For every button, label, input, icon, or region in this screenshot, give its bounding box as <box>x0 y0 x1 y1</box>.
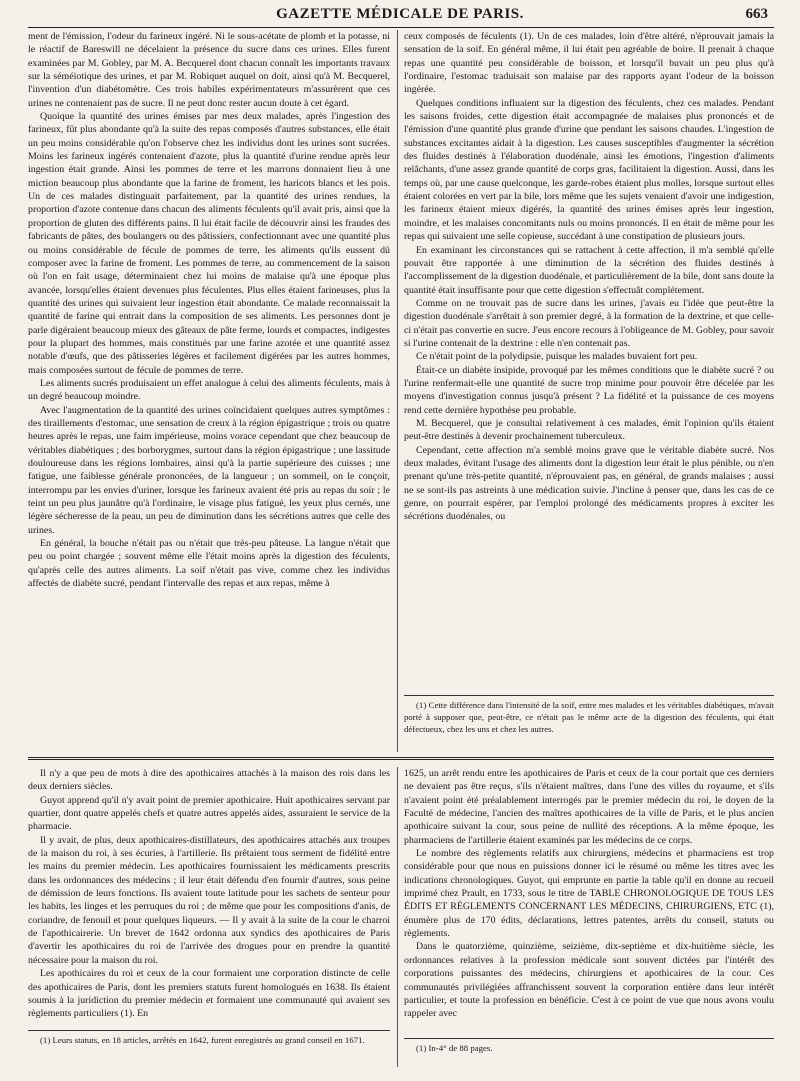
article-paragraph: Était-ce un diabète insipide, provoqué par les mêmes conditions que le diabète sucré ? ou l'urine renfermait-elle une quantité de sucre trop minime pour pouvoir être décelée par les moyens d'investigation connus jusqu'à présent ? La fidélité et la puissance de ces moyens rend cette dernière hypothèse peu probable. <box>404 364 774 416</box>
article-paragraph: Cependant, cette affection m'a semblé moins grave que le véritable diabète sucré. Nos deux malades, évitant l'usage des aliments dont la digestion leur était le plus pénible, ou n'en prenant qu'une très-petite quantité, n'éprouvaient pas, en général, de grands malaises ; aussi ne se sont-ils pas astreints à une médication suivie. J'incline à penser que, dans les cas de ce genre, on pourrait espérer, par l'emploi prolongé des médicaments propres à exciter les sécrétions duodénales, ou <box>404 444 774 523</box>
footnote-rule <box>404 1038 774 1039</box>
footnote-text: (1) In-4° de 88 pages. <box>416 1043 493 1053</box>
feuilleton-paragraph: 1625, un arrêt rendu entre les apothicaires de Paris et ceux de la cour portait que ces derniers ne devaient pas être reçus, s'ils n'étaient maîtres, dans l'une des villes du royaume, et s'ils n'avaient point été préalablement interrogés par le premier médecin du roi, le doyen de la Faculté de médecine, l'ancien des maîtres apothicaires de la ville de Paris, et le plus ancien apothicaire suivant la cour, sous peine de nullité des réceptions. A la même époque, les pharmaciens de l'artillerie étaient examinés par les médecins de ce corps. <box>404 768 774 846</box>
page-header <box>0 4 800 26</box>
feuilleton-paragraph: Il y avait, de plus, deux apothicaires-distillateurs, des apothicaires attachés aux troupes de la maison du roi, à ses écuries, à l'artillerie. Ils prêtaient tous serment de fidélité entre les mains du premier médecin. Les apothicaires fournissaient les médicaments prescrits dans les ordonnances des médecins ; il leur était défendu d'en fournir d'autres, sous peine de démission de leurs fonctions. Ils avaient toute latitude pour les sachets de senteur pour les habits, les linges et les perruques du roi ; de même que pour les compositions d'anis, de coriandre, de fenouil et pour quelques liqueurs. — Il y avait à la suite de la cour le charroi de l'apothicairerie. Un brevet de 1642 ordonna aux syndics des apothicaires de Paris d'avertir les apothicaires du roi de l'arrivée des drogues pour en prendre la quantité nécessaire pour la maison du roi. <box>28 834 390 966</box>
column-separator <box>397 30 398 752</box>
feuilleton-right-footnote <box>404 1042 774 1054</box>
article-paragraph: Les aliments sucrés produisaient un effet analogue à celui des aliments féculents, mais à un degré beaucoup moindre. <box>28 377 390 403</box>
article-right-column <box>404 30 774 524</box>
running-title: GAZETTE MÉDICALE DE PARIS. <box>276 6 524 22</box>
feuilleton-right-column <box>404 767 774 1021</box>
feuilleton-left-column <box>28 767 390 1021</box>
article-paragraph: ment de l'émission, l'odeur du farineux ingéré. Ni le sous-acétate de plomb et la potasse, ni le réactif de Bareswill ne décelaient la présence du sucre dans ces urines. Elles furent examinées par M. Gobley, par M. A. Becquerel dont chacun connaît les importants travaux sur la séméiotique des urines, et par M. Robiquet auquel on doit, ainsi qu'à M. Becquerel, l'invention d'un diabétomètre. Ces trois habiles expérimentateurs m'assurèrent que ces urines ne contenaient pas de sucre. Il ne peut donc rester aucun doute à cet égard. <box>28 31 390 109</box>
column-separator <box>397 767 398 1067</box>
article-paragraph: En général, la bouche n'était pas ou n'était que très-peu pâteuse. La langue n'était que peu ou point chargée ; souvent même elle l'était moins après la digestion des féculents, qu'après celle des autres aliments. La soif n'était pas vive, comme chez les individus affectés de diabète sucré, pendant l'intervalle des repas et aux repas, même à <box>28 538 390 590</box>
feuilleton-paragraph: Guyot apprend qu'il n'y avait point de premier apothicaire. Huit apothicaires servant par quartier, dont quatre appelés chefs et quatre autres appelés aides, assuraient le service de la pharmacie. <box>28 794 390 833</box>
feuilleton-paragraph: Il n'y a que peu de mots à dire des apothicaires attachés à la maison des rois dans les deux derniers siècles. <box>28 768 390 793</box>
footnote-text: (1) Cette différence dans l'intensité de la soif, entre mes malades et les véritables diabétiques, m'avait porté à supposer que, peut-être, ce n'était pas le même acte de la digestion des féculents, qui était défectueux, chez les uns et chez les autres. <box>404 700 774 735</box>
header-rule <box>28 27 774 28</box>
article-paragraph: Avec l'augmentation de la quantité des urines coïncidaient quelques autres symptômes : des tiraillements d'estomac, une sensation de creux à la région épigastrique ; trois ou quatre heures après le repas, une faim impérieuse, moins vorace cependant que chez beaucoup de véritables diabétiques ; des borborygmes, surtout dans la région épigastrique ; une lassitude douloureuse dans les régions lombaires, ainsi qu'à la partie supérieure des cuisses ; une fatigue, une faiblesse générale prononcées, de la langueur ; un sommeil, on le conçoit, interrompu par les envies d'uriner, lorsque les farineux avaient été pris au repas du soir ; le teint un peu plus jaunâtre qu'à l'ordinaire, le visage plus fatigué, les yeux plus cernés, une légère sécheresse de la peau, un peu de diminution dans les sécrétions autres que celle des urines. <box>28 404 390 536</box>
article-paragraph: Quoique la quantité des urines émises par mes deux malades, après l'ingestion des farineux, fût plus abondante qu'à la suite des repas composés d'autres substances, elle était un peu moins considérable qu'on l'observe chez les individus dont les urines sont sucrées. Moins les farineux ingérés contenaient d'azote, plus la quantité d'urine rendue après leur ingestion était grande. Ainsi les pommes de terre et les marrons donnaient lieu à une miction beaucoup plus abondante que la farine de froment, les haricots blancs et les pois. Un de ces malades distinguait parfaitement, par la quantité des urines rendues, la proportion d'azote contenue dans chacun des aliments féculents qu'il avait pris, ainsi que la proportion de gluten des différents pains. Il lui était facile de découvrir ainsi les fraudes des fabricants de pâtes, des boulangers ou des pâtissiers, confectionnant avec une quantité plus ou moins considérable de fécule de pommes de terre, les aliments qu'ils eussent dû composer avec la farine de froment. Les pommes de terre, au commencement de la saison où l'on en fait usage, déterminaient chez lui moins de malaise qu'à une époque plus avancée, lorsqu'elles étaient devenues plus féculentes. Plus elles étaient farineuses, plus la quantité des urines qui suivaient leur ingestion était abondante. Ce malade reconnaissait la quantité de farine qui entrait dans la composition de ses aliments. Les personnes dont je parle digéraient beaucoup mieux des gâteaux de pâte ferme, lourds et compactes, indigestes pour la plupart des hommes, mais constitués par une farine azotée et une quantité assez notable d'œufs, que des pâtisseries légères et facilement digérées par les autres hommes, mais composées surtout de fécule de pommes de terre. <box>28 111 390 376</box>
footnote-rule <box>404 695 774 696</box>
feuilleton-separator <box>28 757 774 760</box>
article-paragraph: ceux composés de féculents (1). Un de ces malades, loin d'être altéré, n'éprouvait jamais la sensation de la soif. En général même, il lui était peu agréable de boire. Il prenait à chaque repas une quantité peu considérable de boisson, et lorsqu'il buvait un peu plus qu'à l'ordinaire, l'estomac traduisait son malaise par des rapports ayant l'odeur de la boisson ingérée. <box>404 31 774 96</box>
article-left-column <box>28 30 390 590</box>
article-paragraph: Comme on ne trouvait pas de sucre dans les urines, j'avais eu l'idée que peut-être la digestion duodénale s'arrêtait à son premier degré, à la formation de la dextrine, et que celle-ci n'était pas convertie en sucre. J'eus encore recours à l'obligeance de M. Gobley, pour savoir si l'urine contenait de la dextrine : elle n'en contenait pas. <box>404 297 774 349</box>
feuilleton-left-footnote <box>28 1034 390 1046</box>
article-paragraph: M. Becquerel, que je consultai relativement à ces malades, émit l'opinion qu'ils étaient peut-être destinés à devenir prochainement tuberculeux. <box>404 417 774 443</box>
article-paragraph: En examinant les circonstances qui se rattachent à cette affection, il m'a semblé qu'elle pouvait être rapportée à une diminution de la sécrétion des fluides destinés à l'accomplissement de la digestion duodénale, et particulièrement de la bile, dont sans doute la quantité était insuffisante pour que cette digestion s'effectuât complétement. <box>404 244 774 296</box>
feuilleton-paragraph: Les apothicaires du roi et ceux de la cour formaient une corporation distincte de celle des apothicaires de Paris, dont les premiers statuts furent homologués en 1638. Ils étaient soumis à la juridiction du premier médecin et formaient une communauté qui avaient ses règlements particuliers (1). En <box>28 968 390 1020</box>
article-paragraph: Ce n'était point de la polydipsie, puisque les malades buvaient fort peu. <box>416 351 698 363</box>
feuilleton-paragraph: Le nombre des règlements relatifs aux chirurgiens, médecins et pharmaciens est trop considérable pour que nous en puissions donner ici le résumé ou même les titres avec les indications chronologiques. Guyot, qui emprunte en partie la table qu'il en donne au recueil imprimé chez Prault, en 1733, sous le titre de TABLE CHRONOLOGIQUE DE TOUS LES ÉDITS ET RÈGLEMENTS CONCERNANT LES MÉDECINS, CHIRURGIENS, ETC (1), énumère plus de 170 édits, déclarations, lettres patentes, arrêts du conseil, statuts ou règlements. <box>404 848 774 940</box>
article-paragraph: Quelques conditions influaient sur la digestion des féculents, chez ces malades. Pendant les saisons froides, cette digestion était accompagnée de malaises plus prononcés et de l'émission d'une quantité plus grande d'urine que pendant les saisons chaudes. L'ingestion de substances excitantes aidait à la digestion. Les causes susceptibles d'augmenter la sécrétion des fluides destinés à l'élaboration duodénale, ainsi les émotions, l'ingestion d'aliments relâchants, d'une assez grande quantité de corps gras, facilitaient la digestion. Aussi, dans les temps où, par une cause quelconque, les garde-robes étaient plus molles, lorsque surtout elles étaient colorées en vert par la bile, lors même que les sujets venaient d'avoir une indigestion, les farineux étaient mieux digérés, la quantité des urines émises après leur ingestion, moindre, et les malaises concomitants nuls ou moins prononcés. Il en était de même pour les repas qui suivaient une selle copieuse, succédant à une constipation de plusieurs jours. <box>404 97 774 243</box>
footnote-text: (1) Leurs statuts, en 18 articles, arrêtés en 1642, furent enregistrés au grand conseil en 1671. <box>40 1035 365 1045</box>
feuilleton-paragraph: Dans le quatorzième, quinzième, seizième, dix-septième et dix-huitième siècle, les ordonnances relatives à la profession médicale sont souvent dictées par l'intérêt des corporations puissantes des médecins, chirurgiens et apothicaires de la cour. Ces communautés privilégiées affranchissent souvent la corporation entière dans leur intérêt particulier, et toute la profession en bénéficie. C'est à ce point de vue que nous avons voulu rappeler avec <box>404 941 774 1020</box>
page-number: 663 <box>745 6 768 22</box>
article-footnote <box>404 699 774 736</box>
footnote-rule <box>28 1030 390 1031</box>
